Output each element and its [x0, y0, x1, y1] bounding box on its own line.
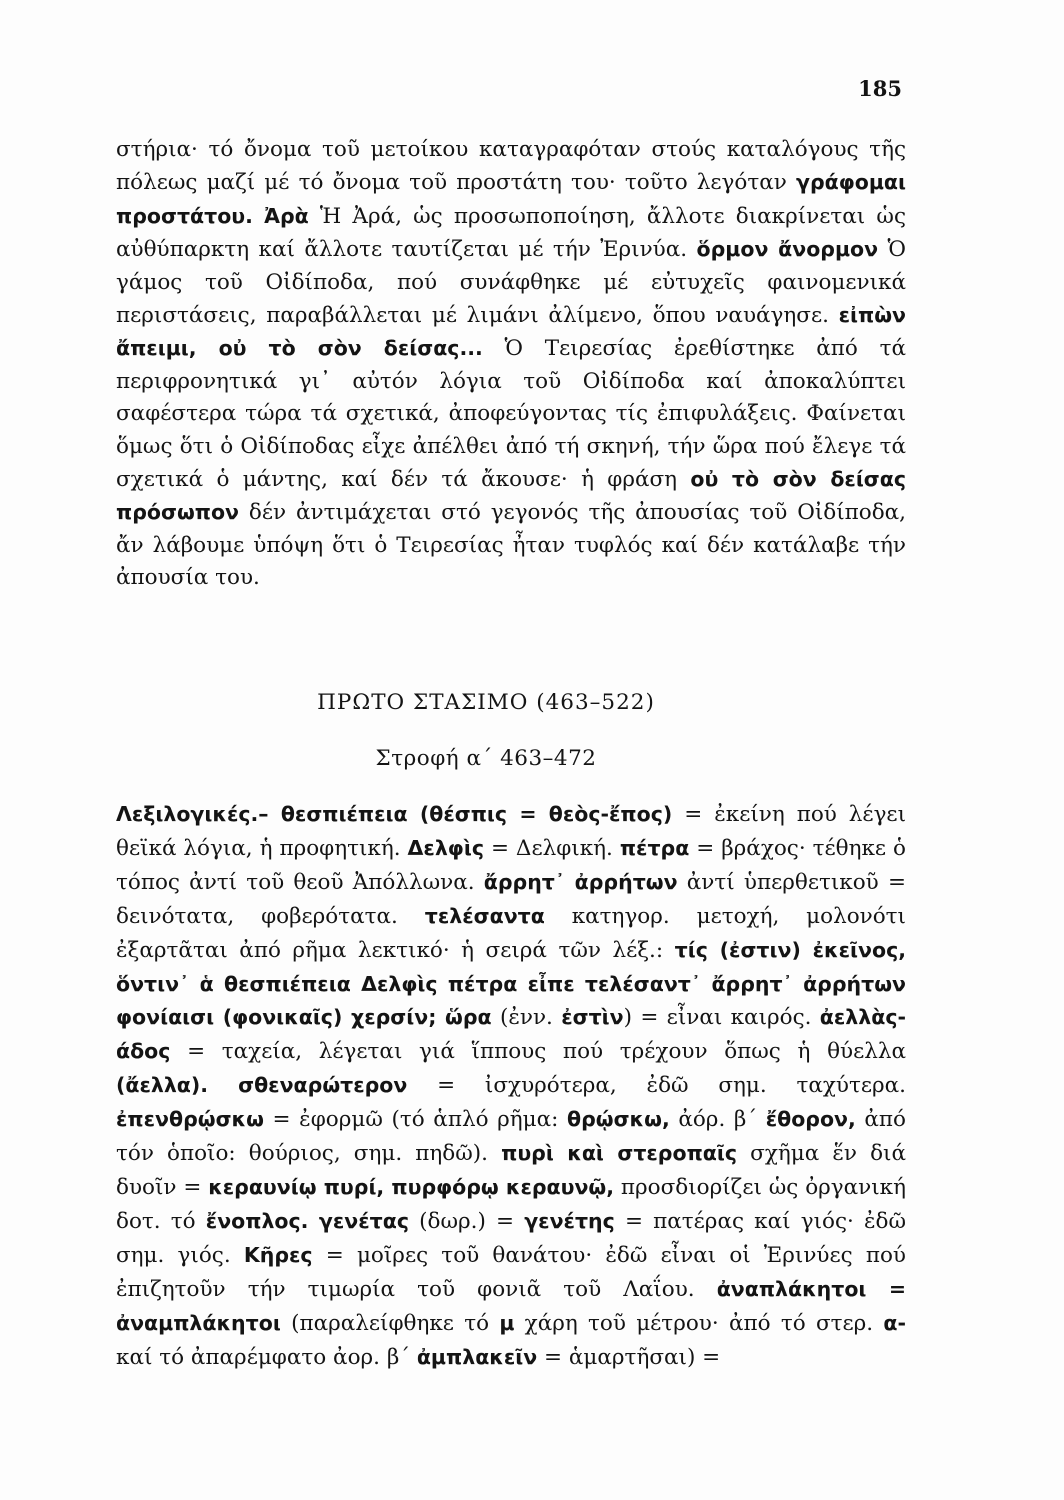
- bold-term: οὐ τὸ σὸν δείσας πρόσωπον: [116, 467, 907, 525]
- text-run: = ἐφορμῶ (τό ἁπλό ρῆμα:: [263, 1107, 568, 1133]
- bold-term: γράφομαι προστάτου.: [116, 170, 906, 228]
- text-run: [253, 204, 264, 229]
- bold-term: τελέσαντα: [424, 903, 545, 928]
- text-run: = ταχεία, λέγεται γιά ἵππους πού τρέχουν ὅπως ἡ θύελλα: [170, 1039, 906, 1065]
- text-run: Ὁ Τειρεσίας ἐρεθίστηκε ἀπό τά περιφρονητικά γι᾽ αὐτόν λόγια τοῦ Οἰδίποδα καί ἀποκαλύπτει σαφέστερα τώρα τά σχετικά, ἀποφεύγοντας τίς ἐπιφυλάξεις. Φαίνεται ὅμως ὅτι ὁ Οἰδίποδας εἶχε ἀπέλθει ἀπό τή σκηνή, τήν ὥρα πού ἔλεγε τά σχετικά ὁ μάντης, καί δέν τά ἄκουσε· ἡ φράση: [116, 336, 906, 493]
- bold-term: ἀελλὰς-άδος: [116, 1005, 906, 1064]
- bold-term: γενέτης: [524, 1208, 615, 1233]
- bold-term: τίς (ἐστιν) ἐκεῖνος, ὅντιν᾽ ἁ θεσπιέπεια Δελφὶς πέτρα εἶπε τελέσαντ᾽ ἄρρητ᾽ ἀρρήτων φονίαισι (φονικαῖς) χερσίν; ὥρα: [116, 937, 907, 1030]
- page-number: 185: [858, 76, 902, 101]
- text-run: (παραλείφθηκε τό: [280, 1310, 500, 1336]
- text-run: σχῆμα ἕν διά δυοῖν =: [116, 1141, 906, 1200]
- text-run: κατηγορ. μετοχή, μολονότι ἐξαρτᾶται ἀπό ρῆμα λεκτικό· ἡ σειρά τῶν λέξ.:: [116, 903, 906, 963]
- bold-term: Κῆρες: [243, 1242, 313, 1267]
- bold-term: ἔθορον,: [765, 1107, 856, 1132]
- text-run: = βράχος· τέθηκε ὁ τόπος ἀντί τοῦ θεοῦ Ἀπόλλωνα.: [116, 835, 906, 895]
- text-run: (ἐνν.: [491, 1005, 562, 1031]
- text-run: = ἁμαρτῆσαι) =: [537, 1344, 721, 1370]
- bold-term: ἀναπλάκητοι = ἀναμπλάκητοι: [116, 1276, 906, 1335]
- bold-term: Ἀρὰ: [264, 203, 309, 228]
- bold-term: θρῴσκω,: [567, 1107, 670, 1132]
- bold-term: Λεξιλογικές.– θεσπιέπεια (θέσπις = θεὸς-ἔπος): [116, 802, 673, 826]
- bold-term: α-: [883, 1310, 906, 1335]
- text-run: ) = εἶναι καιρός.: [623, 1005, 820, 1031]
- section-subheading: Στροφή α΄ 463–472: [375, 746, 597, 771]
- bold-term: ἐπενθρῴσκω: [116, 1107, 264, 1132]
- bold-term: ἄρρητ᾽ ἀρρήτων: [483, 869, 678, 894]
- text-run: = μοῖρες τοῦ θανάτου· ἐδῶ εἶναι οἱ Ἐρινύες πού ἐπιζητοῦν τήν τιμωρία τοῦ φονιᾶ τοῦ Λαΐου.: [116, 1242, 906, 1302]
- bold-term: μ: [499, 1310, 515, 1335]
- text-run: Ἡ Ἀρά, ὡς προσωποποίηση, ἄλλοτε διακρίνεται ὡς αὐθύπαρκτη καί ἄλλοτε ταυτίζεται μέ τήν Ἐρινύα.: [116, 203, 906, 263]
- text-run: στήρια· τό ὄνομα τοῦ μετοίκου καταγραφόταν στούς καταλόγους τῆς πόλεως μαζί μέ τό ὄνομα τοῦ προστάτη του· τοῦτο λεγόταν: [116, 137, 906, 196]
- text-run: ἀόρ. β΄: [669, 1107, 766, 1133]
- text-run: ἀπό τόν ὁποῖο: θούριος, σημ. πηδῶ).: [116, 1107, 907, 1167]
- commentary-paragraph-1: [116, 134, 906, 595]
- bold-term: ἔνοπλος. γενέτας: [205, 1208, 409, 1233]
- section-heading: ΠΡΩΤΟ ΣΤΑΣΙΜΟ (463–522): [317, 690, 655, 715]
- bold-term: εἰπὼν ἄπειμι, οὐ τὸ σὸν δείσας...: [116, 303, 906, 361]
- text-run: ἀντί ὑπερθετικοῦ = δεινότατα, φοβερότατα.: [116, 869, 906, 929]
- text-run: Ὁ γάμος τοῦ Οἰδίποδα, πού συνάφθηκε μέ εὐτυχεῖς φαινομενικά περιστάσεις, παραβάλλεται μέ λιμάνι ἀλίμενο, ὅπου ναυάγησε.: [116, 237, 906, 329]
- text-run: προσδιορίζει ὡς ὀργανική δοτ. τό: [116, 1174, 906, 1234]
- text-run: δέν ἀντιμάχεται στό γεγονός τῆς ἀπουσίας τοῦ Οἰδίποδα, ἄν λάβουμε ὑπόψη ὅτι ὁ Τειρεσίας ἦταν τυφλός καί δέν κατάλαβε τήν ἀπουσία του.: [116, 500, 906, 591]
- text-run: = Δελφική.: [483, 835, 620, 861]
- bold-term: ὅρμον ἄνορμον: [696, 237, 879, 262]
- bold-term: ἐστὶν: [561, 1005, 624, 1030]
- bold-term: πέτρα: [619, 835, 690, 860]
- bold-term: Δελφὶς: [407, 835, 484, 860]
- text-run: χάρη τοῦ μέτρου· ἀπό τό στερ.: [514, 1310, 884, 1336]
- text-run: καί τό ἀπαρέμφατο ἀορ. β΄: [116, 1344, 417, 1370]
- text-run: (δωρ.) =: [408, 1208, 525, 1234]
- text-run: = ἐκείνη πού λέγει θεϊκά λόγια, ἡ προφητική.: [116, 802, 906, 861]
- bold-term: ἀμπλακεῖν: [416, 1344, 538, 1369]
- bold-term: πυρὶ καὶ στεροπαῖς: [501, 1141, 738, 1166]
- bold-term: (ἄελλα). σθεναρώτερον: [116, 1073, 408, 1098]
- text-run: = ἰσχυρότερα, ἐδῶ σημ. ταχύτερα.: [407, 1073, 906, 1099]
- bold-term: κεραυνίῳ πυρί, πυρφόρῳ κεραυνῷ,: [208, 1174, 615, 1199]
- commentary-paragraph-2: [116, 798, 906, 1374]
- text-run: = πατέρας καί γιός· ἐδῶ σημ. γιός.: [116, 1208, 906, 1268]
